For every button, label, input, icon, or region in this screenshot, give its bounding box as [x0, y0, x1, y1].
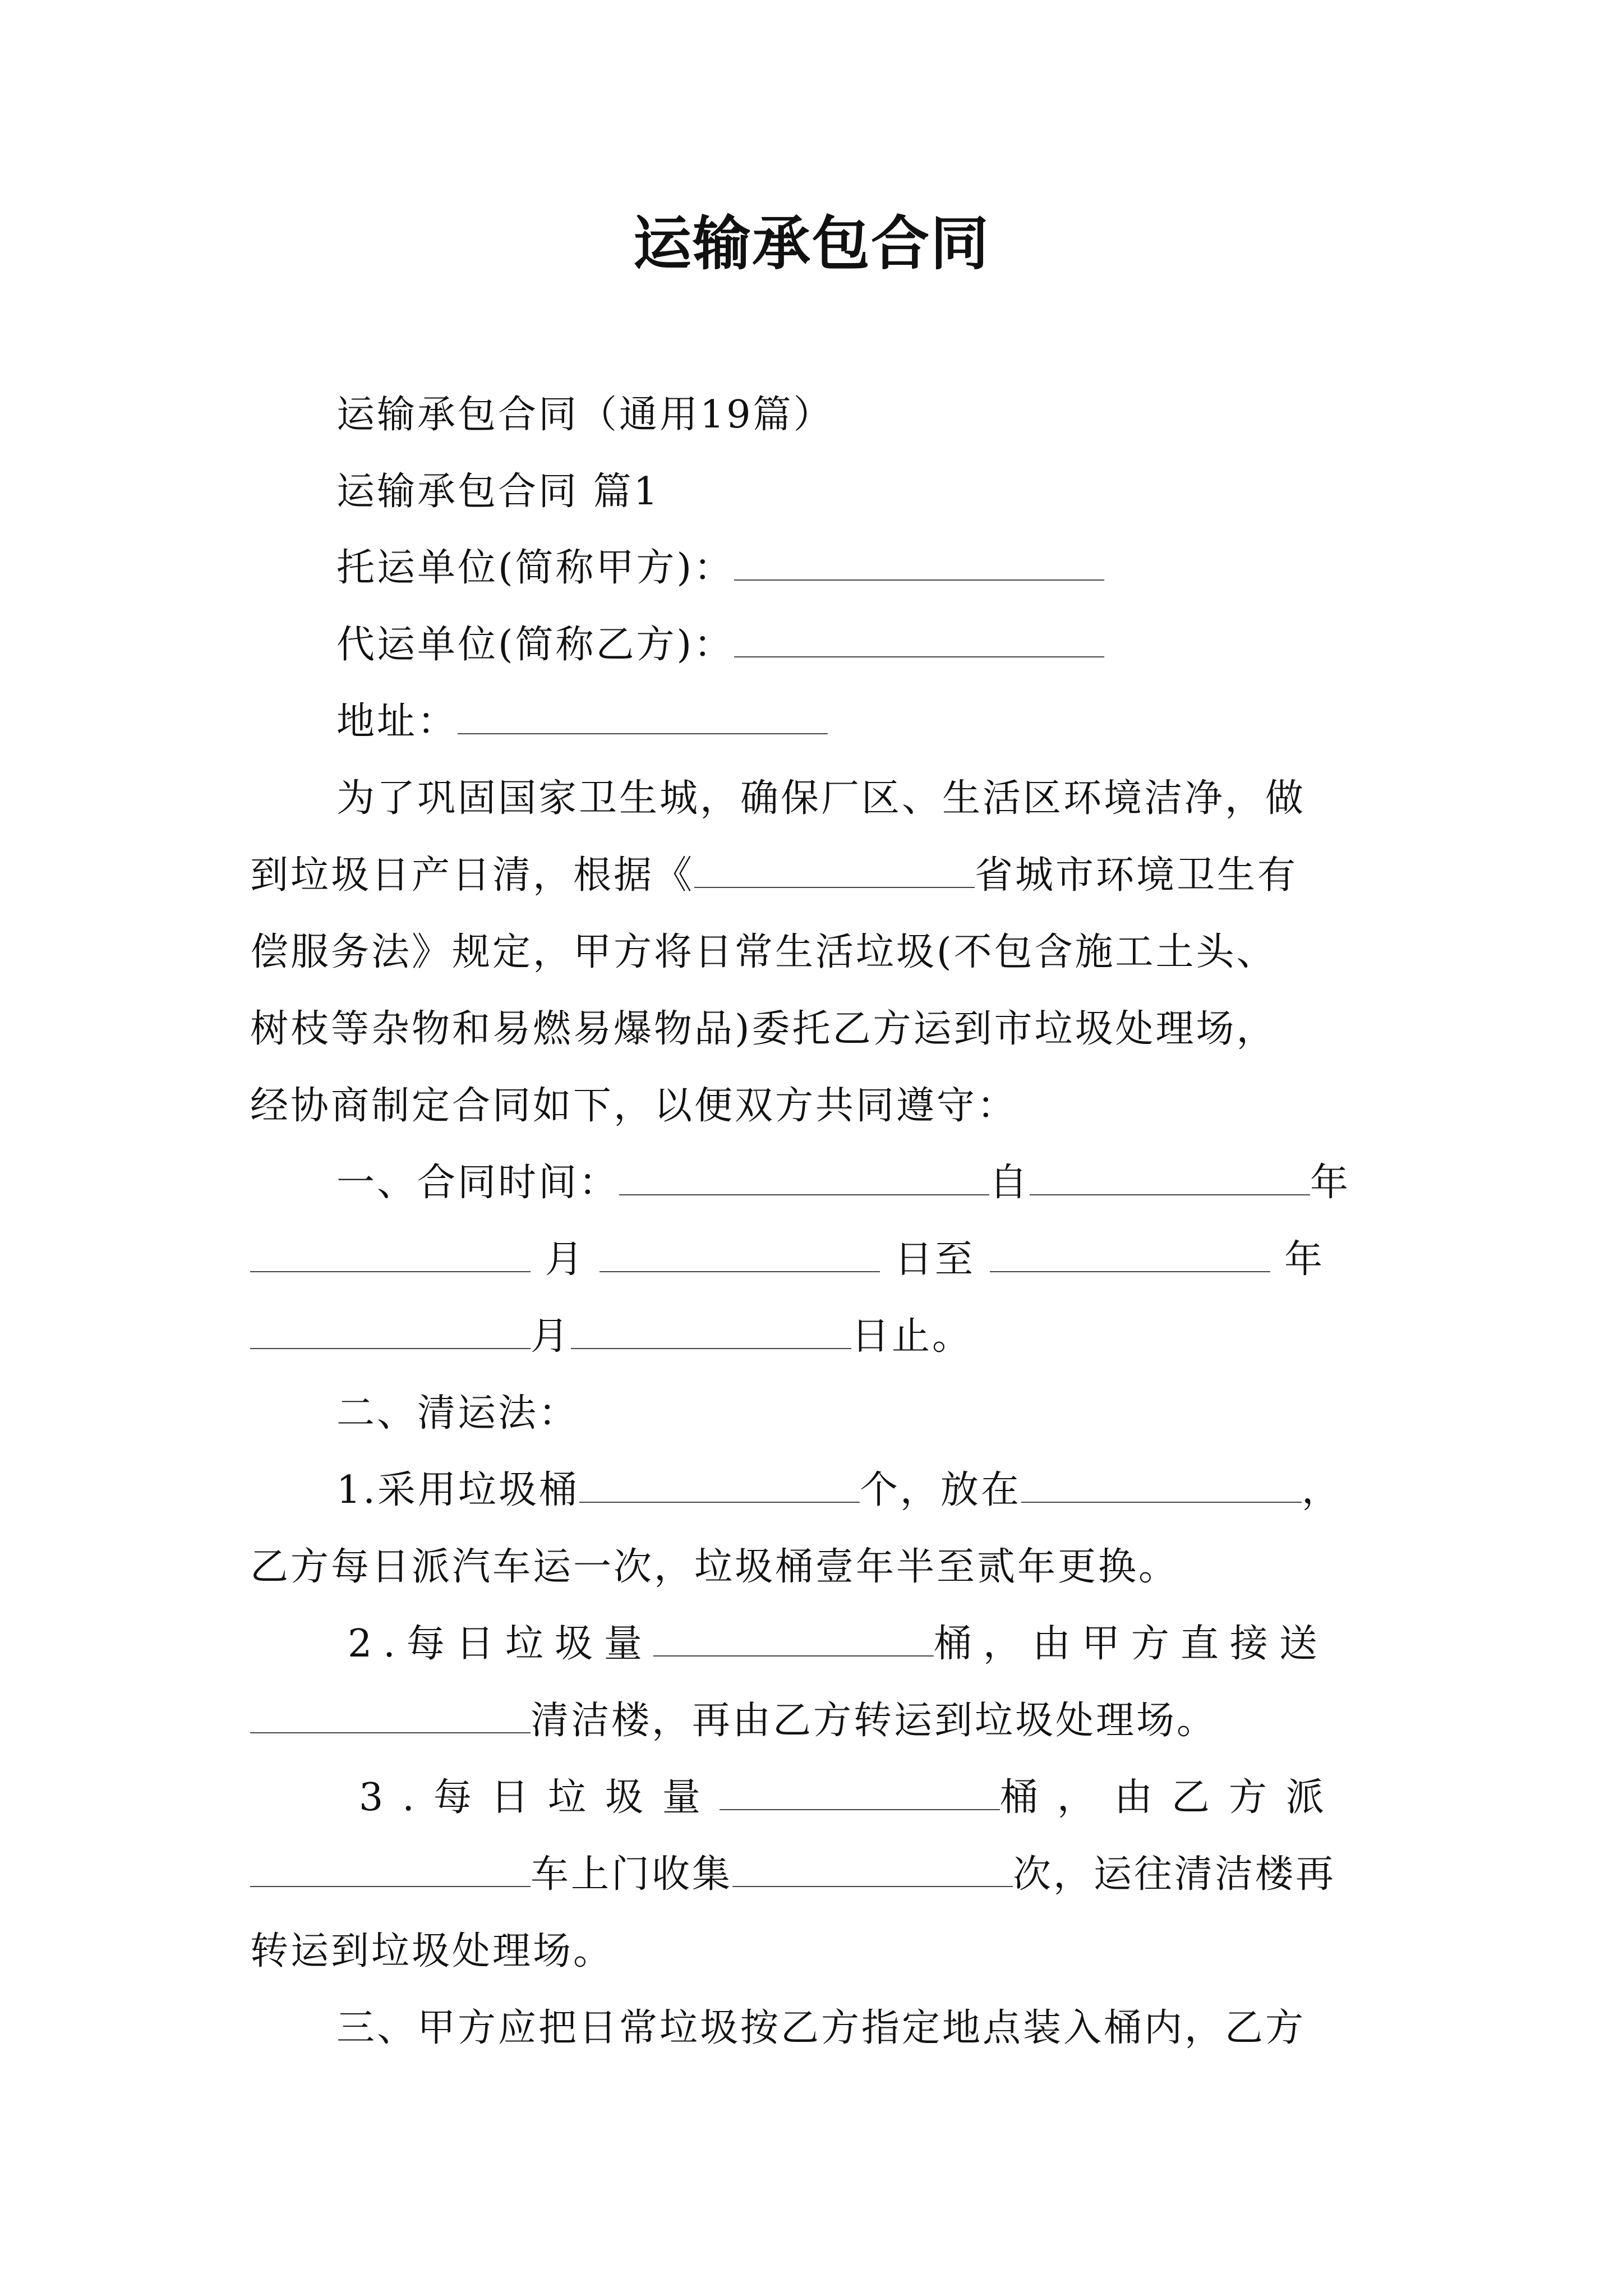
- section-heading-text: 运输承包合同 篇1: [336, 470, 660, 514]
- page-title: 运输承包合同: [633, 209, 990, 278]
- end-year-text: 年: [1284, 1237, 1325, 1282]
- to-text: 日至: [894, 1237, 975, 1282]
- province-blank: [694, 857, 975, 888]
- subtitle-line: [336, 393, 834, 438]
- end-month-text: 月: [531, 1314, 571, 1359]
- item-text: 乙方每日派汽车运一次，垃圾桶壹年半至贰年更换。: [250, 1545, 1179, 1589]
- location-blank: [1021, 1471, 1302, 1503]
- section-text: 二、清运法：: [336, 1391, 579, 1435]
- paragraph-line: [250, 853, 1298, 898]
- party-b-label: 代运单位(简称乙方)：: [336, 623, 735, 667]
- vehicle-blank: [250, 1856, 531, 1887]
- party-a-blank: [734, 549, 1104, 581]
- section-line: [336, 2006, 1306, 2051]
- contract-term-label: 一、合同时间：: [336, 1161, 620, 1205]
- item-text: ，: [1301, 1468, 1342, 1512]
- contract-term-line: [250, 1237, 1325, 1282]
- paragraph-text: 经协商制定合同如下，以便双方共同遵守：: [250, 1084, 1018, 1128]
- paragraph-text: 偿服务法》规定，甲方将日常生活垃圾(不包含施工土头、: [250, 930, 1277, 974]
- item-text: 桶，由乙方派: [999, 1775, 1343, 1820]
- party-a-label: 托运单位(简称甲方)：: [336, 546, 735, 590]
- paragraph-text: 为了巩固国家卫生城，确保厂区、生活区环境洁净，做: [336, 776, 1306, 821]
- end-day-blank: [571, 1318, 851, 1349]
- station-blank: [250, 1702, 531, 1733]
- section-heading: [336, 470, 660, 514]
- address-blank: [458, 703, 828, 734]
- item-line: [348, 1622, 1329, 1667]
- address-label: 地址：: [336, 700, 458, 744]
- section-line: [336, 1391, 579, 1436]
- item-text: 2.每日垃圾量: [348, 1622, 653, 1666]
- subtitle-text: 运输承包合同（通用19篇）: [336, 393, 834, 437]
- month-text: 月: [545, 1237, 585, 1282]
- item-text: 清洁楼，再由乙方转运到垃圾处理场。: [531, 1699, 1218, 1743]
- paragraph-text: 到垃圾日产日清，根据《: [250, 853, 695, 898]
- item-line: [250, 1929, 614, 1974]
- term-blank: [619, 1164, 989, 1195]
- section-text: 三、甲方应把日常垃圾按乙方指定地点装入桶内，乙方: [336, 2006, 1306, 2050]
- item-line: [250, 1699, 1217, 1743]
- end-day-text: 日止。: [851, 1314, 973, 1359]
- contract-term-line: [336, 1161, 1350, 1205]
- year-text: 年: [1310, 1161, 1351, 1205]
- volume-blank: [720, 1779, 1000, 1810]
- year-blank: [1030, 1164, 1310, 1195]
- item-text: 次，运往清洁楼再: [1013, 1852, 1336, 1897]
- party-b-line: [336, 623, 1104, 668]
- item-line: [336, 1468, 1342, 1513]
- item-line: [359, 1775, 1343, 1820]
- paragraph-line: [250, 930, 1277, 975]
- paragraph-line: [336, 776, 1306, 821]
- paragraph-line: [250, 1084, 1017, 1129]
- paragraph-line: [250, 1007, 1277, 1052]
- day-blank: [600, 1241, 880, 1272]
- address-line: [336, 700, 828, 744]
- contract-term-line: [250, 1314, 972, 1359]
- month-blank: [250, 1241, 531, 1272]
- bin-count-blank: [579, 1471, 860, 1503]
- end-year-blank: [990, 1241, 1270, 1272]
- volume-blank: [653, 1625, 934, 1657]
- item-text: 3.每日垃圾量: [359, 1775, 720, 1820]
- item-text: 1.采用垃圾桶: [336, 1468, 579, 1512]
- paragraph-text: 省城市环境卫生有: [975, 853, 1298, 898]
- paragraph-text: 树枝等杂物和易燃易爆物品)委托乙方运到市垃圾处理场，: [250, 1007, 1277, 1051]
- times-blank: [732, 1856, 1013, 1887]
- item-text: 个，放在: [859, 1468, 1021, 1512]
- item-line: [250, 1545, 1179, 1590]
- from-text: 自: [989, 1161, 1030, 1205]
- party-b-blank: [734, 626, 1104, 657]
- end-month-blank: [250, 1318, 531, 1349]
- item-line: [250, 1852, 1336, 1897]
- item-text: 车上门收集: [531, 1852, 733, 1897]
- party-a-line: [336, 546, 1104, 591]
- item-text: 桶，由甲方直接送: [933, 1622, 1329, 1666]
- item-text: 转运到垃圾处理场。: [250, 1929, 614, 1973]
